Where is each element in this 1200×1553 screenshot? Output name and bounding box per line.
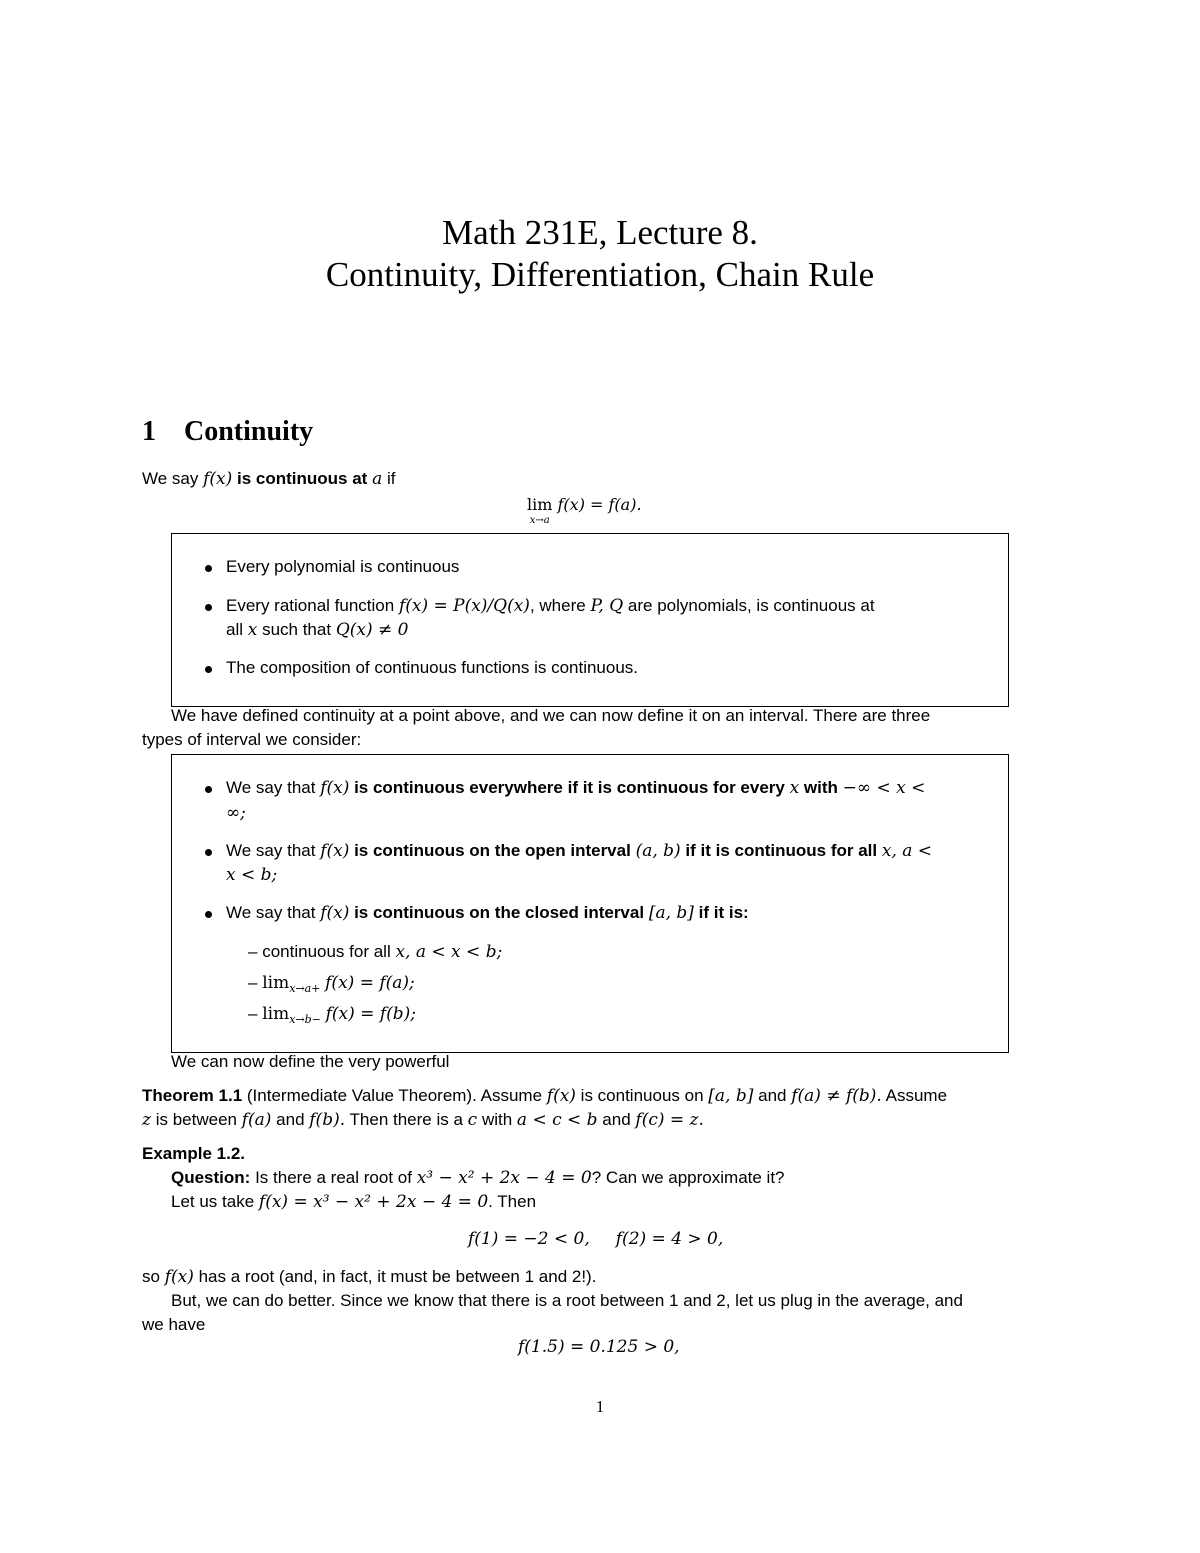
box2-item-3: We say that f(x) is continuous on the closed interval [a, b] if it is: — [226, 903, 749, 923]
theorem-line-2: z is between f(a) and f(b). Then there is a c with a < c < b and f(c) = z. — [142, 1110, 704, 1130]
page-number: 1 — [595, 1397, 605, 1416]
bullet — [205, 849, 212, 856]
bullet — [205, 604, 212, 611]
example-so: so f(x) has a root (and, in fact, it must be between 1 and 2!). — [142, 1267, 597, 1287]
bullet — [205, 911, 212, 918]
example-equation-2: f(1.5) = 0.125 > 0, — [518, 1337, 680, 1357]
example-but-line-1: But, we can do better. Since we know that there is a root between 1 and 2, let us plug in the average, and — [171, 1291, 963, 1310]
box2-item-1: We say that f(x) is continuous everywhere if it is continuous for every x with −∞ < x < — [226, 778, 926, 798]
example-equation-1: f(1) = −2 < 0, f(2) = 4 > 0, — [468, 1229, 724, 1249]
box2-subitem-1: – continuous for all x, a < x < b; — [248, 942, 503, 962]
definition-text: We say f(x) is continuous at a if — [142, 469, 396, 489]
box1-item-2: Every rational function f(x) = P(x)/Q(x), where P, Q are polynomials, is continuous at — [226, 596, 875, 616]
box2-item-2-cont: x < b; — [226, 865, 278, 885]
box1-item-2-cont: all x such that Q(x) ≠ 0 — [226, 620, 409, 640]
box1-item-1: Every polynomial is continuous — [226, 557, 460, 576]
section-number: 1 — [142, 416, 156, 447]
bullet — [205, 786, 212, 793]
example-let: Let us take f(x) = x³ − x² + 2x − 4 = 0. Then — [171, 1192, 537, 1212]
box2-item-2: We say that f(x) is continuous on the open interval (a, b) if it is continuous for all x, a < — [226, 841, 933, 861]
interval-paragraph-line-1: We have defined continuity at a point above, and we can now define it on an interval. There are three — [171, 706, 931, 725]
example-question: Question: Is there a real root of x³ − x² + 2x − 4 = 0? Can we approximate it? — [171, 1168, 785, 1188]
bullet — [205, 666, 212, 673]
example-but-line-2: we have — [142, 1315, 206, 1334]
box2-item-1-cont: ∞; — [226, 803, 246, 823]
box1-item-3: The composition of continuous functions is continuous. — [226, 658, 639, 677]
section-heading: Continuity — [184, 416, 314, 447]
example-label: Example 1.2. — [142, 1144, 246, 1163]
theorem-line-1: Theorem 1.1 (Intermediate Value Theorem). Assume f(x) is continuous on [a, b] and f(a) ≠ f(b). Assume — [142, 1086, 948, 1106]
title-line-1: Math 231E, Lecture 8. — [442, 213, 758, 252]
box2-subitem-3: – $\lim_{x\to b-} f(x) = f(b)$; — [248, 1004, 416, 1026]
powerful-paragraph: We can now define the very powerful — [171, 1052, 450, 1071]
title-line-2: Continuity, Differentiation, Chain Rule — [325, 255, 875, 294]
interval-paragraph-line-2: types of interval we consider: — [142, 730, 362, 749]
bullet — [205, 565, 212, 572]
box2-subitem-2: – $\lim_{x\to a+} f(x) = f(a)$; — [248, 973, 415, 995]
limit-formula: lim $^{x\to a}$ f(x) = f(a). — [527, 495, 642, 526]
